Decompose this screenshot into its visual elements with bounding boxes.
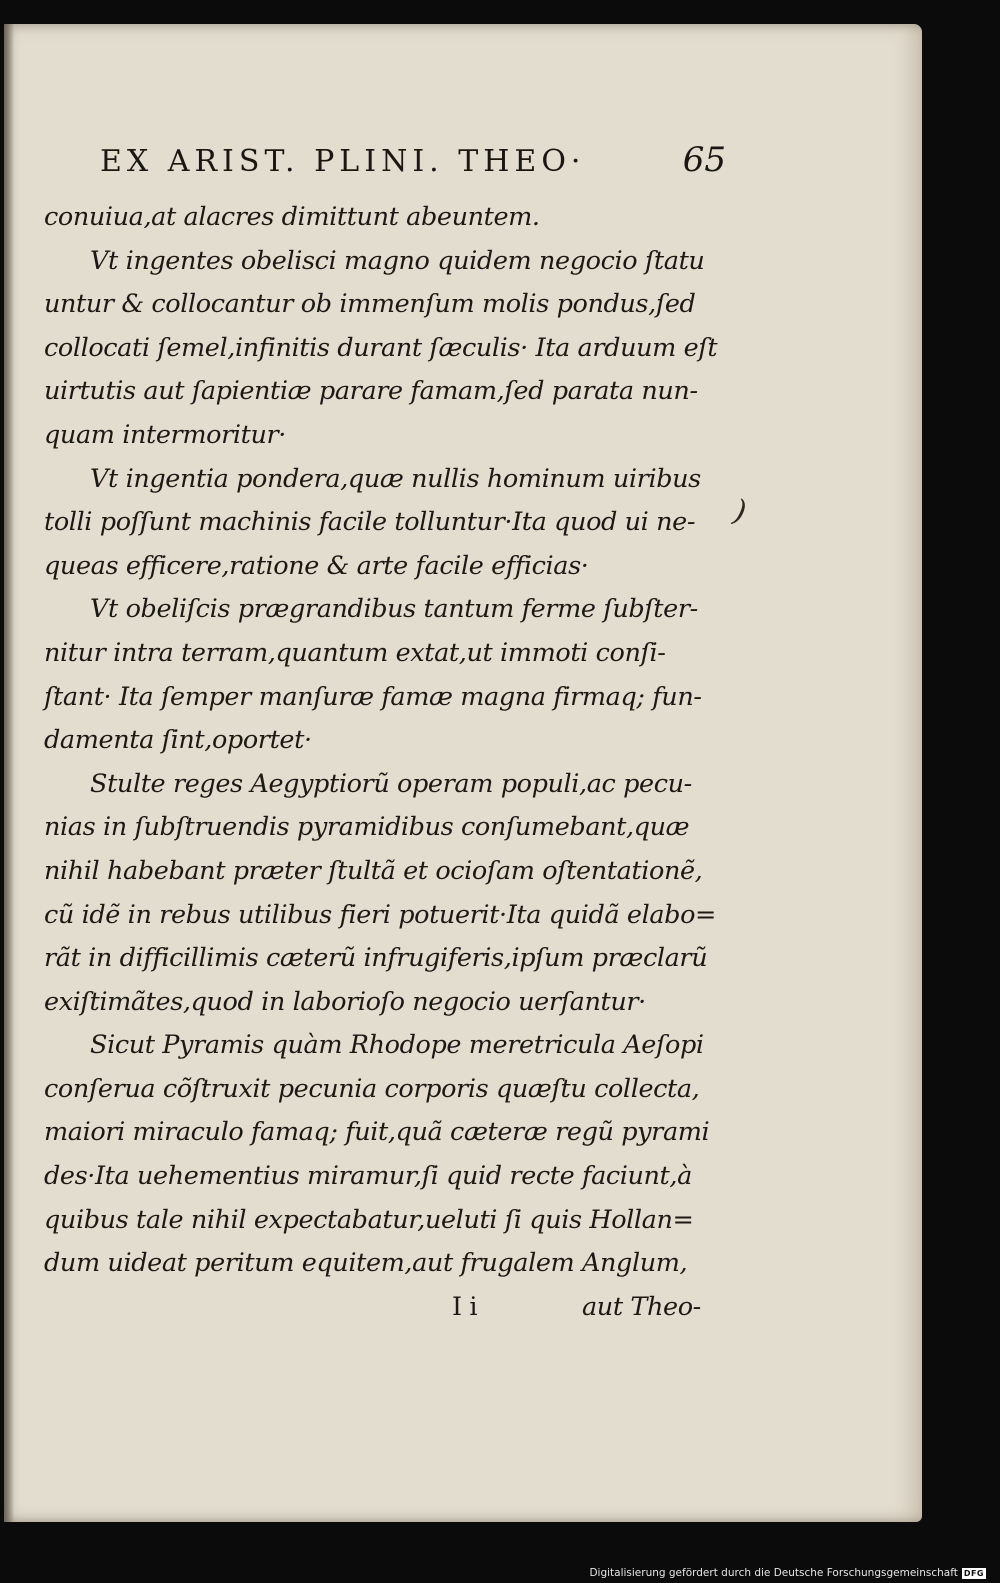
text-line: quam intermoritur· bbox=[44, 419, 286, 450]
text-line: Stulte reges Aegyptiorũ operam populi,ac pecu- bbox=[90, 768, 692, 799]
text-line: maiori miraculo famaq; fuit,quã cæteræ regũ pyrami bbox=[44, 1117, 710, 1148]
credit-text: Digitalisierung gefördert durch die Deutsche Forschungsgemeinschaft bbox=[589, 1567, 958, 1579]
text-line: Vt ingentia pondera,quæ nullis hominum uiribus bbox=[90, 463, 701, 494]
text-line: Vt obeliſcis prægrandibus tantum ferme ſubſter- bbox=[90, 594, 698, 625]
footer-line bbox=[44, 1286, 734, 1330]
text-line: nias in ſubſtruendis pyramidibus conſumebant,quæ bbox=[44, 812, 690, 843]
text-line: exiſtimãtes,quod in laborioſo negocio uerſantur· bbox=[44, 986, 646, 1017]
text-line: nihil habebant præter ſtultã et ocioſam oſtentationẽ, bbox=[44, 855, 703, 886]
catchword: aut Theo- bbox=[582, 1291, 701, 1322]
margin-annotation: ) bbox=[730, 493, 750, 530]
text-line: dum uideat peritum equitem,aut frugalem Anglum, bbox=[44, 1248, 688, 1279]
text-line: uirtutis aut ſapientiæ parare famam,ſed parata nun- bbox=[44, 376, 698, 407]
text-line: conſerua cõſtruxit pecunia corporis quæſtu collecta, bbox=[44, 1073, 700, 1104]
text-line: tolli poſſunt machinis facile tolluntur·Ita quod ui ne- bbox=[44, 507, 696, 538]
dfg-logo: DFG bbox=[963, 1568, 984, 1578]
running-title: EX ARIST. PLINI. THEO· bbox=[100, 144, 586, 179]
text-line: rãt in difficillimis cæterũ infrugiferis,ipſum præclarũ bbox=[44, 943, 708, 974]
text-line: cũ idẽ in rebus utilibus fieri potuerit·Ita quidã elabo= bbox=[44, 899, 716, 930]
text-line: ſtant· Ita ſemper manſuræ famæ magna firmaq; fun- bbox=[44, 681, 702, 712]
book-page bbox=[4, 24, 922, 1522]
text-line: untur & collocantur ob immenſum molis pondus,ſed bbox=[44, 289, 696, 320]
text-line: collocati ſemel,infinitis durant ſæculis· Ita arduum eſt bbox=[44, 332, 718, 363]
body-text bbox=[44, 196, 734, 1329]
page-number: 65 bbox=[682, 140, 726, 180]
text-line: Vt ingentes obelisci magno quidem negocio ſtatu bbox=[90, 245, 705, 276]
digitization-credit bbox=[589, 1567, 986, 1579]
text-line: quibus tale nihil expectabatur,ueluti ſi quis Hollan= bbox=[44, 1204, 694, 1235]
text-line: conuiua,at alacres dimittunt abeuntem. bbox=[44, 202, 540, 232]
text-line: Sicut Pyramis quàm Rhodope meretricula Aeſopi bbox=[90, 1030, 704, 1061]
signature-mark: I i bbox=[452, 1291, 478, 1322]
text-line: nitur intra terram,quantum extat,ut immoti conſi- bbox=[44, 637, 666, 668]
text-line: des·Ita uehementius miramur,ſi quid recte faciunt,à bbox=[44, 1161, 692, 1192]
text-line: queas efficere,ratione & arte facile efficias· bbox=[44, 550, 589, 581]
text-line: damenta ſint,oportet· bbox=[44, 725, 312, 756]
running-head bbox=[100, 138, 740, 188]
